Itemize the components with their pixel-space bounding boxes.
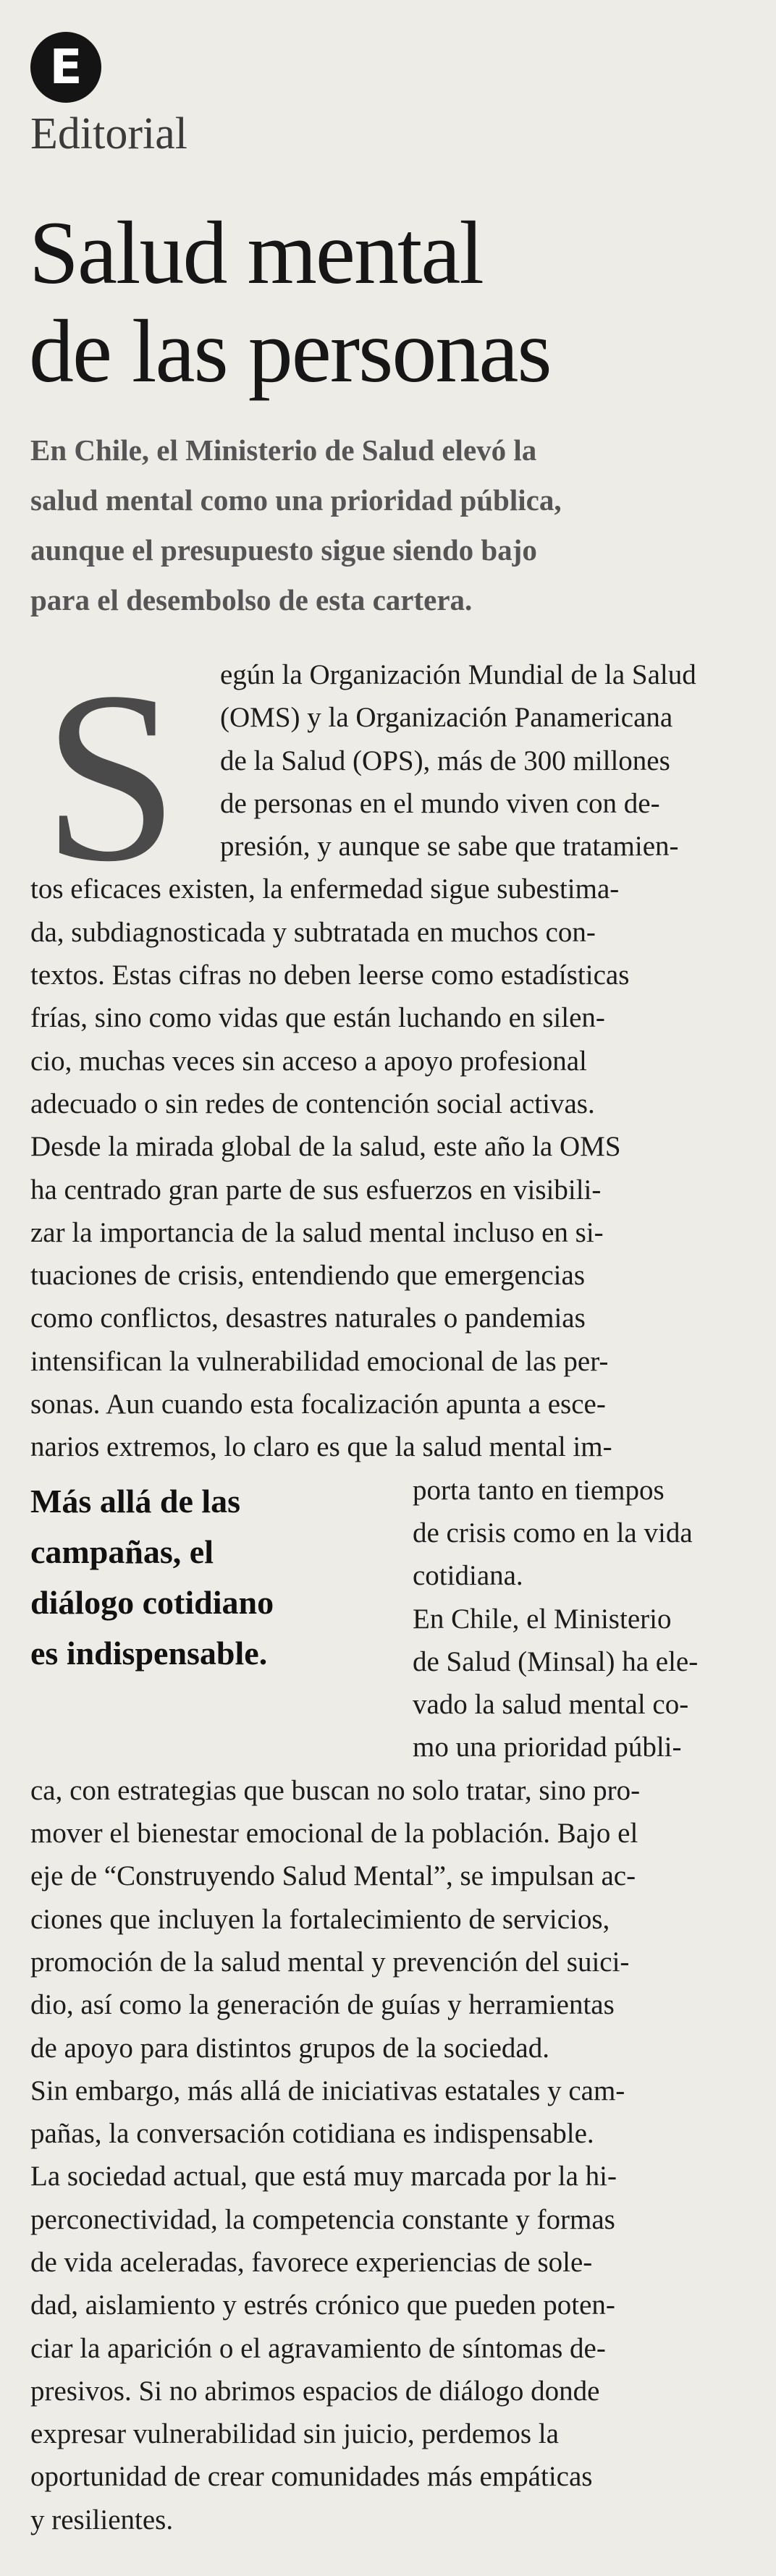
article-line: adecuado o sin redes de contención social activas. <box>30 1088 595 1119</box>
pull-quote-line: campañas, el <box>30 1533 214 1570</box>
article-line: intensifican la vulnerabilidad emocional de las per- <box>30 1345 609 1377</box>
headline-line: de las personas <box>29 302 551 401</box>
article-line: Desde la mirada global de la salud, este año la OMS <box>30 1131 621 1163</box>
article-line: oportunidad de crear comunidades más empáticas <box>30 2461 593 2493</box>
article-line: cio, muchas veces sin acceso a apoyo profesional <box>30 1045 587 1077</box>
article-line: expresar vulnerabilidad sin juicio, perdemos la <box>30 2418 559 2450</box>
article-line: (OMS) y la Organización Panamericana <box>220 702 673 734</box>
section-label: Editorial <box>30 109 187 158</box>
article-body <box>30 642 754 2541</box>
article-line: de crisis como en la vida <box>413 1517 693 1548</box>
article-line: frías, sino como vidas que están luchando en silen- <box>30 1002 605 1034</box>
headline <box>29 204 551 401</box>
article-line: promoción de la salud mental y prevención del suici- <box>30 1946 630 1978</box>
article-line: mo una prioridad públi- <box>413 1732 682 1763</box>
article-line: vado la salud mental co- <box>413 1689 689 1721</box>
article-line: dad, aislamiento y estrés crónico que pueden poten- <box>30 2289 615 2321</box>
article-line: sonas. Aun cuando esta focalización apunta a esce- <box>30 1389 606 1420</box>
deck-line: aunque el presupuesto sigue siendo bajo <box>30 533 537 567</box>
article-line: zar la importancia de la salud mental incluso en si- <box>30 1216 604 1248</box>
article-line: pañas, la conversación cotidiana es indispensable. <box>30 2118 594 2150</box>
pull-quote-line: es indispensable. <box>30 1635 268 1672</box>
article-line: ciones que incluyen la fortalecimiento de servicios, <box>30 1903 610 1935</box>
pull-quote-line: Más allá de las <box>30 1483 241 1520</box>
deck-line: salud mental como una prioridad pública, <box>30 483 562 517</box>
article-line: como conflictos, desastres naturales o pandemias <box>30 1302 586 1334</box>
article-line: perconectividad, la competencia constante y formas <box>30 2203 615 2235</box>
article-line: de Salud (Minsal) ha ele- <box>413 1645 699 1677</box>
article-line: da, subdiagnosticada y subtratada en muchos con- <box>30 916 596 948</box>
article-line: En Chile, el Ministerio <box>413 1603 672 1635</box>
article-line: Sin embargo, más allá de iniciativas estatales y cam- <box>30 2075 625 2106</box>
article-line: La sociedad actual, que está muy marcada por la hi- <box>30 2161 617 2192</box>
article-line: egún la Organización Mundial de la Salud <box>220 659 696 690</box>
article-line: mover el bienestar emocional de la población. Bajo el <box>30 1818 638 1850</box>
article-line: presión, y aunque se sabe que tratamien- <box>220 831 679 863</box>
article-line: de apoyo para distintos grupos de la sociedad. <box>30 2032 549 2064</box>
headline-line: Salud mental <box>29 203 483 302</box>
article-line: porta tanto en tiempos <box>413 1474 665 1506</box>
deck <box>30 425 754 625</box>
article-line: de personas en el mundo viven con de- <box>220 787 660 819</box>
article-line: narios extremos, lo claro es que la salud mental im- <box>30 1431 612 1463</box>
article-line: ciar la aparición o el agravamiento de síntomas de- <box>30 2332 606 2364</box>
section-badge: E <box>30 32 101 103</box>
article-line: presivos. Si no abrimos espacios de diálogo donde <box>30 2375 600 2407</box>
article-line: de vida aceleradas, favorece experiencias de sole- <box>30 2246 593 2278</box>
article-line: ca, con estrategias que buscan no solo tratar, sino pro- <box>30 1774 641 1806</box>
article-line: cotidiana. <box>413 1560 523 1592</box>
article-line: textos. Estas cifras no deben leerse como estadísticas <box>30 959 630 991</box>
article-line: eje de “Construyendo Salud Mental”, se impulsan ac- <box>30 1860 636 1892</box>
article-line: tuaciones de crisis, entendiendo que emergencias <box>30 1260 586 1292</box>
pull-quote-line: diálogo cotidiano <box>30 1584 274 1621</box>
deck-line: En Chile, el Ministerio de Salud elevó la <box>30 433 537 467</box>
article-line: de la Salud (OPS), más de 300 millones <box>220 745 670 776</box>
drop-cap: S <box>43 642 179 912</box>
deck-line: para el desembolso de esta cartera. <box>30 583 473 617</box>
article-line: dio, así como la generación de guías y herramientas <box>30 1989 615 2021</box>
article-line: y resilientes. <box>30 2504 174 2535</box>
article-line: ha centrado gran parte de sus esfuerzos en visibili- <box>30 1174 602 1206</box>
article-line: tos eficaces existen, la enfermedad sigue subestima- <box>30 873 620 905</box>
